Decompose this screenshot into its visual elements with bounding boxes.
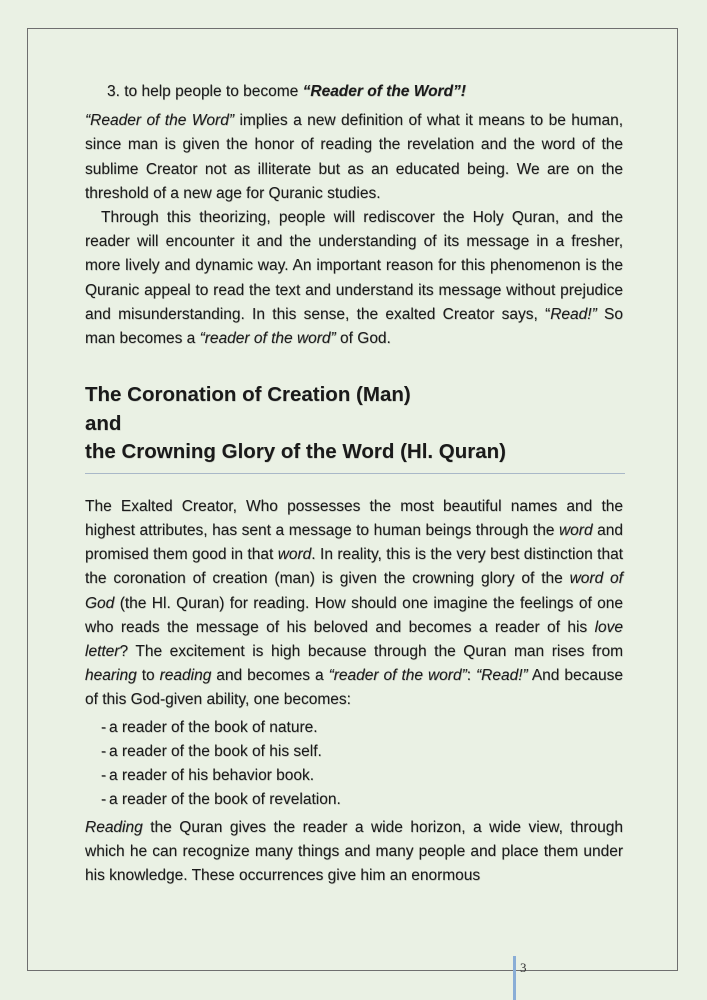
- list-item: [101, 764, 623, 788]
- numbered-item-emphasis: “Reader of the Word”!: [302, 83, 466, 100]
- list-dash: -: [101, 766, 107, 784]
- paragraph-text: implies a new definition of what it means to be human, since man is given the honor of reading the revelation and the word of the sublime Creator not as illiterate but as an educated being. We are on the threshold of a new age for Quranic studies.: [85, 112, 623, 202]
- paragraph-text: (the Hl. Quran) for reading. How should one imagine the feelings of one who reads the message of his beloved and becomes a reader of his: [85, 594, 623, 636]
- paragraph-text: to: [136, 667, 160, 685]
- paragraph-text: of God.: [335, 330, 391, 348]
- list-item: [101, 740, 623, 764]
- paragraph-text: . In reality, this is the very best distinction that the coronation of creation (man) is given the crowning glory of the: [85, 546, 623, 588]
- numbered-item-3: [107, 80, 623, 104]
- list-dash: -: [101, 790, 107, 808]
- paragraph-exalted-creator: [85, 495, 623, 713]
- paragraph-text: So man becomes a: [85, 305, 623, 348]
- heading-line-1: The Coronation of Creation (Man): [85, 383, 411, 407]
- paragraph-text: Through this theorizing, people will rediscover the Holy Quran, and the reader will encounter it and the understanding of its message in a fresher, more lively and dynamic way. An important reason for this phenomenon is the Quranic appeal to read the text and understand its message without prejudice and misunderstanding. In this sense, the exalted Creator says, “: [85, 209, 623, 323]
- italic-word: word: [277, 546, 312, 564]
- list-item: [101, 716, 623, 740]
- paragraph-text: And because of this God-given ability, one becomes:: [85, 667, 623, 709]
- italic-word-of-god: word of God: [85, 570, 623, 612]
- list-dash: -: [101, 742, 107, 760]
- reader-list: [101, 716, 623, 812]
- list-item-text: a reader of the book of nature.: [109, 718, 318, 736]
- italic-read: “Read!”: [476, 667, 528, 685]
- italic-love-letter: love letter: [85, 618, 623, 660]
- paragraph-text: :: [466, 667, 477, 685]
- list-item-text: a reader of the book of revelation.: [109, 790, 341, 808]
- paragraph-text: and promised them good in that: [85, 521, 624, 564]
- paragraph-text: The Exalted Creator, Who possesses the most beautiful names and the highest attributes, has sent a message to human beings through the: [85, 497, 623, 539]
- heading-line-2: and: [85, 411, 122, 435]
- section-heading: [85, 381, 623, 467]
- list-item-text: a reader of his behavior book.: [109, 766, 315, 784]
- italic-hearing: hearing: [85, 667, 137, 685]
- paragraph-theorizing: [85, 206, 623, 351]
- page-content: [85, 80, 623, 888]
- numbered-item-text: 3. to help people to become: [107, 83, 303, 100]
- reader-of-word-italic: “reader of the word”: [199, 330, 336, 348]
- list-item: [101, 788, 623, 812]
- italic-word: word: [558, 521, 593, 539]
- heading-line-3: the Crowning Glory of the Word (Hl. Quran): [85, 440, 506, 464]
- paragraph-text: and becomes a: [211, 667, 329, 685]
- italic-reader-of-word: “reader of the word”: [328, 667, 467, 685]
- page-number: 3: [520, 960, 527, 975]
- paragraph-reader-definition: [85, 109, 623, 206]
- paragraph-text: the Quran gives the reader a wide horizon, a wide view, through which he can recognize many things and many people and place them under his knowledge. These occurrences give him an enormous: [85, 818, 623, 884]
- paragraph-text: ? The excitement is high because through the Quran man rises from: [119, 642, 623, 660]
- heading-divider: [85, 473, 625, 474]
- page-number-marker: [513, 956, 516, 1000]
- read-quote-italic: Read!”: [550, 305, 597, 323]
- paragraph-lead-italic: “Reader of the Word”: [85, 112, 234, 130]
- paragraph-reading: [85, 816, 623, 889]
- paragraph-lead-italic: Reading: [85, 818, 143, 836]
- list-item-text: a reader of the book of his self.: [109, 742, 322, 760]
- italic-reading: reading: [159, 667, 212, 685]
- list-dash: -: [101, 718, 107, 736]
